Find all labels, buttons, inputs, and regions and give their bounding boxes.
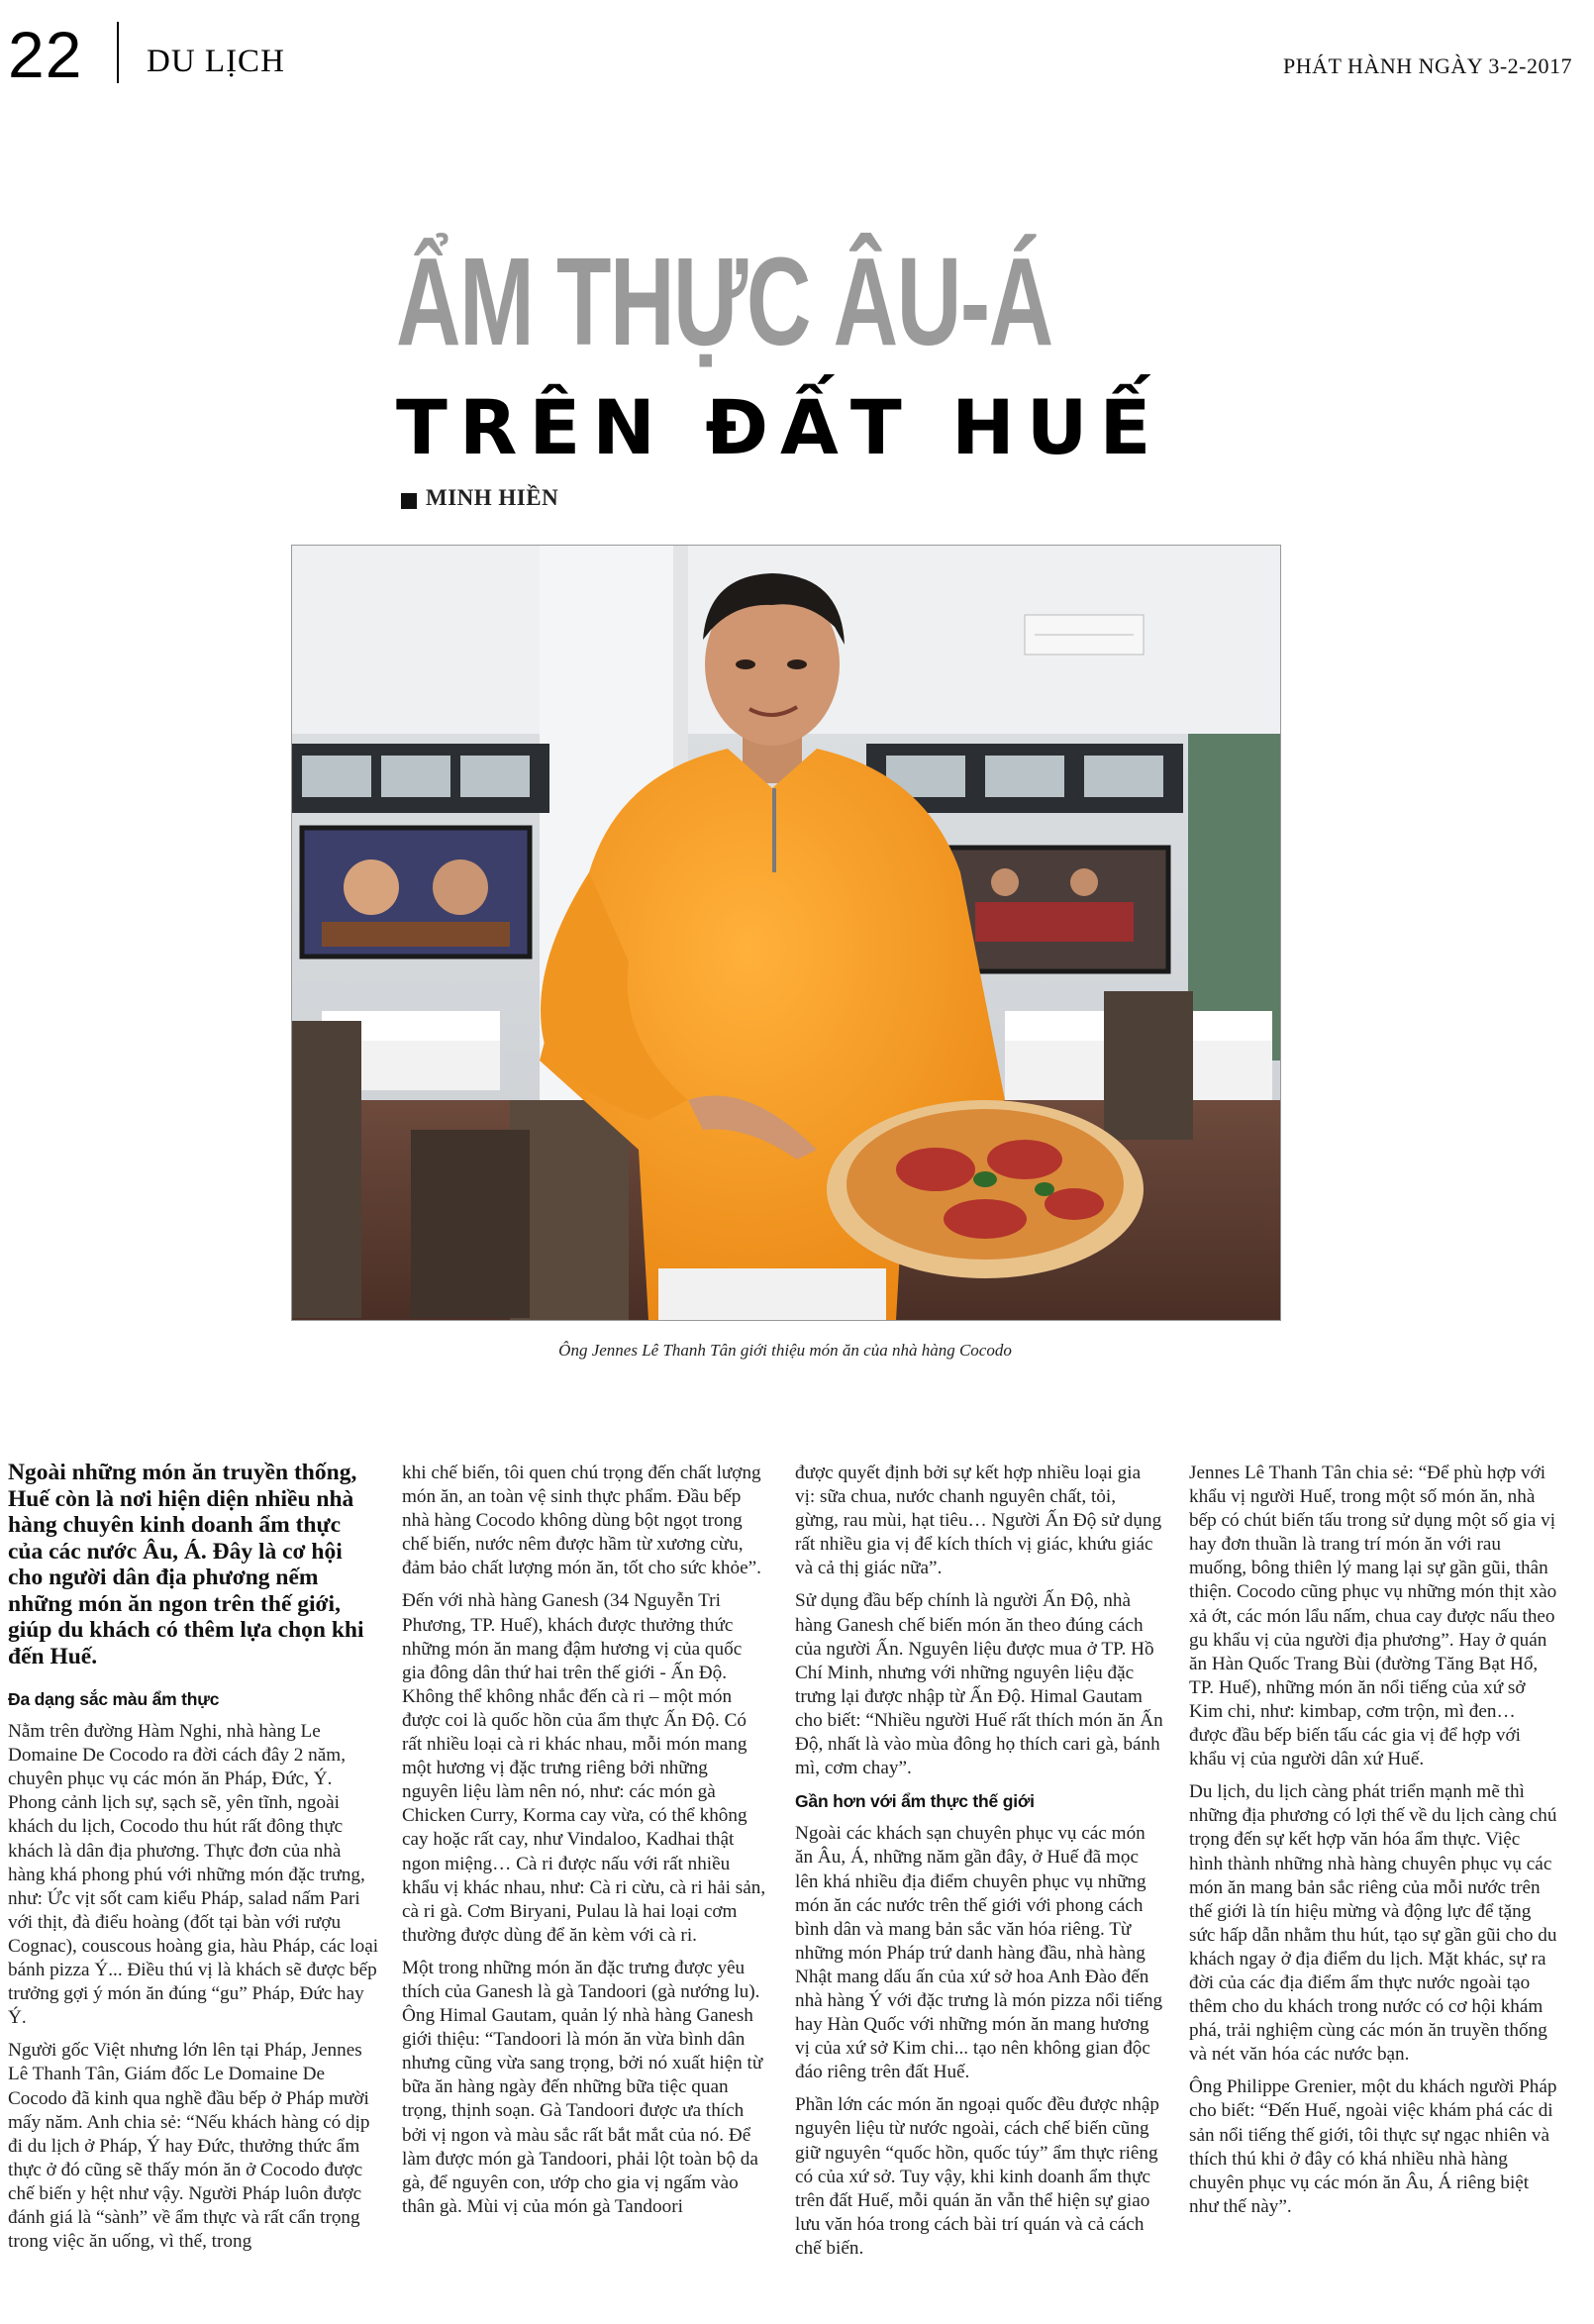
paragraph: Một trong những món ăn đặc trưng được yêu thích của Ganesh là gà Tandoori (gà nướng lu). Ông Himal Gautam, quản lý nhà hàng Ganesh giới thiệu: “Tandoori là món ăn vừa bình dân nhưng cũng vừa sang trọng, bởi nó xuất hiện từ bữa ăn hàng ngày đến những bữa tiệc quan trọng, thịnh soạn. Gà Tandoori được ưa thích bởi vị ngon và màu sắc rất bắt mắt của nó. Để làm được món gà Tandoori, phải lột toàn bộ da gà, để nguyên con, ướp cho gia vị ngấm vào thân gà. Mùi vị của món gà Tandoori: [402, 1957, 763, 2217]
article-subtitle: TRÊN ĐẤT HUẾ: [396, 383, 1163, 471]
article-title: ẨM THỰC ÂU-Á: [396, 232, 1052, 371]
paragraph: Sử dụng đầu bếp chính là người Ấn Độ, nhà hàng Ganesh chế biến món ăn theo đúng cách của người Ấn. Nguyên liệu được mua ở TP. Hồ Chí Minh, nhưng với những nguyên liệu đặc trưng lại được nhập từ Ấn Độ. Himal Gautam cho biết: “Nhiều người Huế rất thích món ăn Ấn Độ, nhất là vào mùa đông họ thích cari gà, bánh mì, cơm chay”.: [795, 1590, 1163, 1779]
section-name: DU LỊCH: [147, 44, 285, 79]
paragraph: Jennes Lê Thanh Tân chia sẻ: “Để phù hợp với khẩu vị người Huế, trong một số món ăn, nhà bếp có chút biến tấu trong sử dụng một số gia vị hay đơn thuần là trang trí món ăn với rau muống, bông thiên lý mang lại sự gần gũi, thân thiện. Cocodo cũng phục vụ những món thịt xào xả ớt, các món lẩu nấm, chua cay được nấu theo gu khẩu vị của người địa phương”. Hay ở quán ăn Hàn Quốc Trang Bùi (đường Tăng Bạt Hổ, TP. Huế), những món ăn nổi tiếng của xứ sở Kim chi, như: kimbap, cơm trộn, mì đen… được đầu bếp biến tấu các gia vị để hợp với khẩu vị của người dân xứ Huế.: [1189, 1463, 1557, 1770]
article-column-1: [8, 1458, 379, 2263]
byline-bullet-icon: [401, 493, 417, 509]
article-column-2: [402, 1462, 767, 2228]
paragraph: Ông Philippe Grenier, một du khách người Pháp cho biết: “Đến Huế, ngoài việc khám phá các di sản nổi tiếng thế giới, tôi thực sự ngạc nhiên và thích thú khi ở đây có khá nhiều nhà hàng chuyên phục vụ các món ăn Âu, Á riêng biệt như thế này”.: [1189, 2076, 1557, 2217]
article-lead: Ngoài những món ăn truyền thống, Huế còn là nơi hiện diện nhiều nhà hàng chuyên kinh doanh ẩm thực của các nước Âu, Á. Đây là cơ hội cho người dân địa phương nếm những món ăn ngon trên thế giới, giúp du khách có thêm lựa chọn khi đến Huế.: [8, 1460, 364, 1669]
paragraph: Đến với nhà hàng Ganesh (34 Nguyễn Tri Phương, TP. Huế), khách được thưởng thức những món ăn mang đậm hương vị của quốc gia đông dân thứ hai trên thế giới - Ấn Độ. Không thể không nhắc đến cà ri – một món được coi là quốc hồn của ẩm thực Ấn Độ. Có rất nhiều loại cà ri khác nhau, mỗi món mang một hương vị đặc trưng riêng bởi những nguyên liệu làm nên nó, như: các món gà Chicken Curry, Korma cay vừa, có thể không cay hoặc rất cay, như Vindaloo, Kadhai thật ngon miệng… Cà ri được nấu với rất nhiều khẩu vị khác nhau, như: Cà ri cừu, cà ri hải sản, cà ri gà. Cơm Biryani, Pulau là hai loại cơm thường được dùng để ăn kèm với cà ri.: [402, 1590, 766, 1946]
article-photo: [291, 545, 1281, 1321]
byline: MINH HIỀN: [426, 485, 559, 510]
paragraph: Nằm trên đường Hàm Nghi, nhà hàng Le Domaine De Cocodo ra đời cách đây 2 năm, chuyên phục vụ các món ăn Pháp, Đức, Ý. Phong cảnh lịch sự, sạch sẽ, yên tĩnh, ngoài khách du lịch, Cocodo thu hút rất đông thực khách là dân địa phương. Thực đơn của nhà hàng khá phong phú với những món đặc trưng, như: Ức vịt sốt cam kiểu Pháp, salad nấm Pari với thịt, đà điểu hoàng (đốt tại bàn với rượu Cognac), couscous hoàng gia, hàu Pháp, các loại bánh pizza Ý... Điều thú vị là khách sẽ được bếp trưởng gợi ý món ăn đúng “gu” Pháp, Đức hay Ý.: [8, 1721, 379, 2029]
article-column-4: [1189, 1462, 1557, 2228]
subheading-2: Gần hơn với ẩm thực thế giới: [795, 1791, 1035, 1812]
header-divider: [117, 22, 119, 83]
photo-caption: Ông Jennes Lê Thanh Tân giới thiệu món ăn của nhà hàng Cocodo: [558, 1341, 1012, 1360]
page-number: 22: [8, 18, 83, 91]
paragraph: khi chế biến, tôi quen chú trọng đến chất lượng món ăn, an toàn vệ sinh thực phẩm. Đầu bếp nhà hàng Cocodo không dùng bột ngọt trong chế biến, nước nêm được hầm từ xương cừu, đảm bảo chất lượng món ăn, tốt cho sức khỏe”.: [402, 1463, 761, 1579]
paragraph: Phần lớn các món ăn ngoại quốc đều được nhập nguyên liệu từ nước ngoài, cách chế biến cũng giữ nguyên “quốc hồn, quốc túy” ẩm thực riêng có của xứ sở. Tuy vậy, khi kinh doanh ẩm thực trên đất Huế, mỗi quán ăn vẫn thể hiện sự giao lưu văn hóa trong cách bài trí quán và cả cách chế biến.: [795, 2094, 1159, 2259]
article-column-3: [795, 1462, 1163, 2270]
paragraph: Ngoài các khách sạn chuyên phục vụ các món ăn Âu, Á, những năm gần đây, ở Huế đã mọc lên khá nhiều địa điểm chuyên phục vụ những món ăn các nước trên thế giới với phong cách bình dân và mang bản sắc văn hóa riêng. Từ những món Pháp trứ danh hàng đầu, nhà hàng Nhật mang dấu ấn của xứ sở hoa Anh Đào đến nhà hàng Ý với đặc trưng là món pizza nổi tiếng hay Hàn Quốc với những món ăn mang hương vị của xứ sở Kim chi... tạo nên không gian độc đáo riêng trên đất Huế.: [795, 1823, 1163, 2083]
paragraph: Du lịch, du lịch càng phát triển mạnh mẽ thì những địa phương có lợi thế về du lịch càng chú trọng đến sự kết hợp văn hóa ẩm thực. Việc hình thành những nhà hàng chuyên phục vụ các món ăn mang bản sắc riêng của mỗi nước trên thế giới là tín hiệu mừng và động lực để tặng sức hấp dẫn nhằm thu hút, tạo sự gần gũi cho du khách ngay ở địa điểm du lịch. Mặt khác, sự ra đời của các địa điểm ẩm thực nước ngoài tạo thêm cho du khách trong nước có cơ hội khám phá, trải nghiệm cùng các món ăn truyền thống và nét văn hóa các nước bạn.: [1189, 1781, 1557, 2066]
restaurant-photo-illustration: [292, 546, 1280, 1320]
issue-date: PHÁT HÀNH NGÀY 3-2-2017: [1283, 53, 1572, 78]
paragraph: được quyết định bởi sự kết hợp nhiều loại gia vị: sữa chua, nước chanh nguyên chất, tỏi, gừng, rau mùi, hạt tiêu… Người Ấn Độ sử dụng rất nhiều gia vị để kích thích vị giác, khứu giác và cả thị giác nữa”.: [795, 1463, 1162, 1579]
paragraph: Người gốc Việt nhưng lớn lên tại Pháp, Jennes Lê Thanh Tân, Giám đốc Le Domaine De Cocodo đã kinh qua nghề đầu bếp ở Pháp mười mấy năm. Anh chia sẻ: “Nếu khách hàng có dịp đi du lịch ở Pháp, Ý hay Đức, thưởng thức ẩm thực ở đó cũng sẽ thấy món ăn ở Cocodo được chế biến y hệt như vậy. Người Pháp luôn được đánh giá là “sành” về ẩm thực và rất cẩn trọng trong việc ăn uống, vì thế, trong: [8, 2040, 370, 2253]
subheading-1: Đa dạng sắc màu ẩm thực: [8, 1689, 220, 1709]
